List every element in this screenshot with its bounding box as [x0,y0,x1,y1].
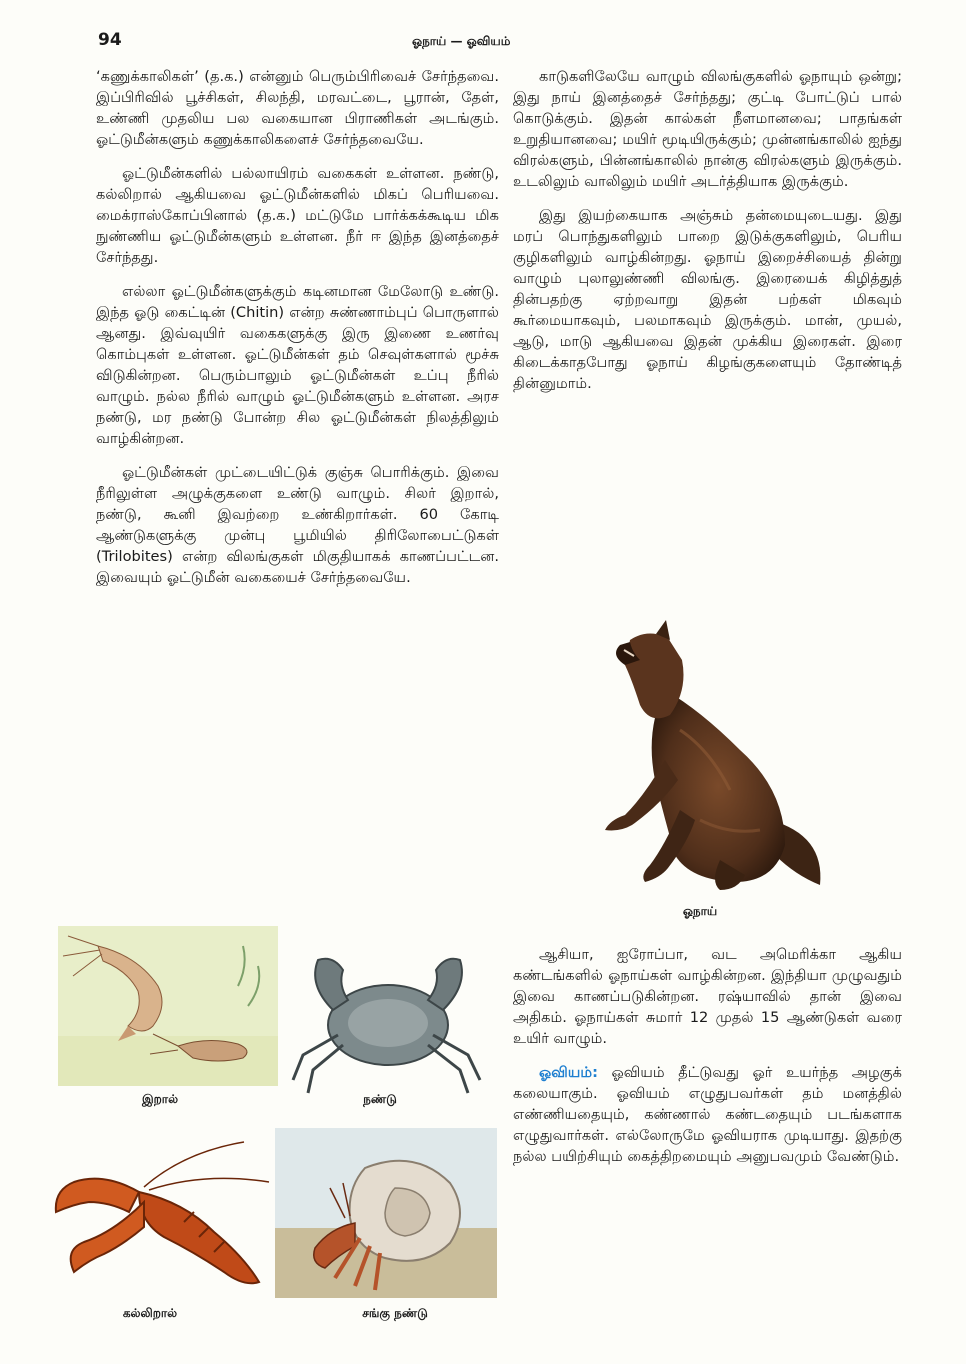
right-column-top [513,66,902,407]
paragraph: காடுகளிலேயே வாழும் விலங்குகளில் ஓநாயும் ஒன்று; இது நாய் இனத்தைச் சேர்ந்தது; குட்டி போட்டுப் பால் கொடுக்கும். இதன் கால்கள் நீளமானவை; பாதங்கள் உறுதியானவை; மயிர் மூடியிருக்கும்; முன்னங்காலில் ஐந்து விரல்களும், பின்னங்காலில் நான்கு விரல்களும் இருக்கும். உடலிலும் வாலிலும் மயிர் அடர்த்தியாக இருக்கும். [513,68,902,190]
prawn-caption: இறால் [141,1092,179,1106]
paragraph: இது இயற்கையாக அஞ்சும் தன்மையுடையது. இது மரப் பொந்துகளிலும் பாறை இடுக்குகளிலும், பெரிய குழிகளிலும் வாழ்கின்றது. ஓநாய் இறைச்சியைத் தின்று வாழும் புலாலுண்ணி விலங்கு. இரையைக் கிழித்துத் தின்பதற்கு ஏற்றவாறு இதன் பற்கள் மிகவும் கூர்மையாகவும், பலமாகவும் இருக்கும். மான், முயல், ஆடு, மாடு ஆகியவை இதன் முக்கிய இரைகள். இரை கிடைக்காதபோது ஓநாய் கிழங்குகளையும் தோண்டித் தின்னுமாம். [513,207,902,392]
wolf-illustration [570,620,840,900]
running-title: ஓநாய் — ஓவியம் [412,34,511,48]
left-column [96,66,499,601]
crab-caption: நண்டு [363,1092,397,1106]
prawn-illustration [58,926,278,1086]
lobster-illustration [44,1132,276,1302]
wolf-caption: ஓநாய் [682,904,718,918]
paragraph: ஓட்டுமீன்களில் பல்லாயிரம் வகைகள் உள்ளன. நண்டு, கல்லிறால் ஆகியவை ஓட்டுமீன்களில் மிகப் பெரியவை. மைக்ராஸ்கோப்பினால் (த.க.) மட்டுமே பார்க்கக்கூடிய மிக நுண்ணிய ஓட்டுமீன்களும் உள்ளன. நீர் ஈ இந்த இனத்தைச் சேர்ந்தது. [96,165,499,266]
right-column-bottom [513,944,902,1180]
paragraph: ‘கணுக்காலிகள்’ (த.க.) என்னும் பெரும்பிரிவைச் சேர்ந்தவை. இப்பிரிவில் பூச்சிகள், சிலந்தி, மரவட்டை, பூரான், தேள், உண்ணி முதலிய பல வகையான பிராணிகள் அடங்கும். ஓட்டுமீன்களும் கணுக்காலிகளைச் சேர்ந்தவையே. [96,68,499,148]
paragraph: ஆசியா, ஐரோப்பா, வட அமெரிக்கா ஆகிய கண்டங்களில் ஓநாய்கள் வாழ்கின்றன. இந்தியா முழுவதும் இவை காணப்படுகின்றன. ரஷ்யாவில் தான் இவை அதிகம். ஓநாய்கள் சுமார் 12 முதல் 15 ஆண்டுகள் வரை உயிர் வாழும். [513,946,902,1047]
paragraph: ஓட்டுமீன்கள் முட்டையிட்டுக் குஞ்சு பொரிக்கும். இவை நீரிலுள்ள அழுக்குகளை உண்டு வாழும். சிலர் இறால், நண்டு, கூனி இவற்றை உண்கிறார்கள். 60 கோடி ஆண்டுகளுக்கு முன்பு பூமியில் திரிலோபைட்டுகள் (Trilobites) என்ற விலங்குகள் மிகுதியாகக் காணப்பட்டன. இவையும் ஓட்டுமீன் வகையைச் சேர்ந்தவையே. [96,464,499,586]
paragraph-body: ஓவியம் தீட்டுவது ஓர் உயர்ந்த அழகுக் கலையாகும். ஓவியம் எழுதுபவர்கள் தம் மனத்தில் எண்ணியதையும், கண்ணால் கண்டதையும் படங்களாக எழுதுவார்கள். எல்லோருமே ஓவியராக முடியாது. இதற்கு நல்ல பயிற்சியும் கைத்திறமையும் அனுபவமும் வேண்டும். [513,1064,902,1165]
lobster-caption: கல்லிறால் [122,1306,178,1320]
crab-illustration [288,945,488,1095]
hermit-crab-caption: சங்கு நண்டு [362,1306,428,1320]
page-number: 94 [98,30,122,50]
paragraph-painting [513,1062,902,1167]
section-heading: ஓவியம்: [539,1064,598,1081]
hermit-crab-illustration [275,1128,497,1298]
paragraph: எல்லா ஓட்டுமீன்களுக்கும் கடினமான மேலோடு உண்டு. இந்த ஓடு கைட்டின் (Chitin) என்ற சுண்ணாம்புப் பொருளால் ஆனது. இவ்வுயிர் வகைகளுக்கு இரு இணை உணர்வு கொம்புகள் உள்ளன. ஓட்டுமீன்கள் தம் செவுள்களால் மூச்சு விடுகின்றன. பெரும்பாலும் ஓட்டுமீன்கள் உப்பு நீரில் வாழும். நல்ல நீரில் வாழும் ஓட்டுமீன்களும் உள்ளன. அரச நண்டு, மர நண்டு போன்ற சில ஓட்டுமீன்கள் நிலத்திலும் வாழ்கின்றன. [96,283,499,447]
